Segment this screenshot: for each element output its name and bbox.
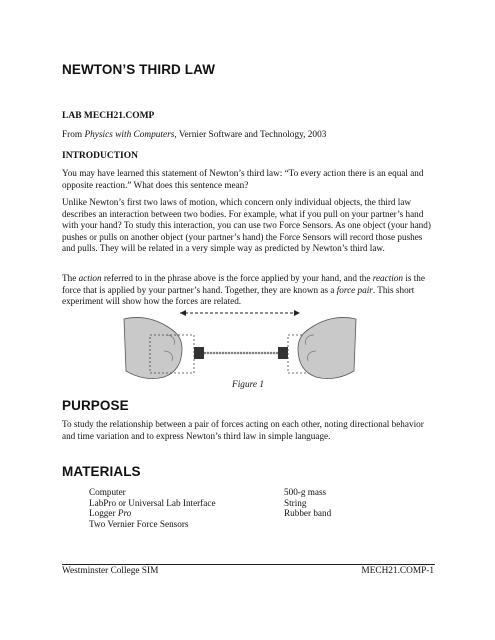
- materials-item: LabPro or Universal Lab Interface: [89, 497, 216, 508]
- materials-item-italic: Pro: [117, 508, 132, 519]
- materials-item: Computer: [89, 487, 126, 497]
- materials-item: 500-g mass: [284, 487, 327, 497]
- double-arrow-icon: [180, 310, 300, 316]
- purpose-text: To study the relationship between a pair of forces acting on each other, noting directional behavior and time variation and to express Newton’s third law in simple language.: [62, 419, 424, 441]
- materials-list-left: [89, 487, 216, 529]
- source-prefix: From: [62, 130, 85, 140]
- figure-1-illustration: [120, 305, 360, 383]
- footer-page-number: MECH21.COMP-1: [361, 566, 434, 576]
- materials-item: String: [284, 497, 307, 508]
- materials-heading: MATERIALS: [62, 464, 141, 479]
- materials-list-right: [284, 487, 331, 519]
- lab-id: LAB MECH21.COMP: [62, 111, 155, 121]
- intro-paragraph-1: You may have learned this statement of Newton’s third law: “To every action there is an equal and opposite reaction.” What does this sentence mean?: [62, 168, 424, 190]
- p3-text-a: The: [62, 273, 79, 283]
- source-book: Physics with Computers: [84, 130, 175, 140]
- p3-text-c: is the force that is applied by your partner’s hand. Together, they are known as a: [62, 273, 425, 295]
- p3-reaction: reaction: [372, 273, 404, 283]
- figure-caption: Figure 1: [232, 380, 264, 390]
- source-line: [62, 130, 326, 140]
- intro-paragraph-2: Unlike Newton’s first two laws of motion, which concern only individual objects, the third law describes an interaction between two bodies. For example, what if you pull on your partner’s hand with your hand? To study this interaction, you can use two Force Sensors. As one object (your hand) pushes or pulls on another object (your partner’s hand) the Force Sensors will record those pushes and pulls. They will be related in a very simple way as predicted by Newton’s third law.: [62, 197, 431, 254]
- footer-institution: Westminster College SIM: [62, 566, 159, 576]
- p3-force-pair: force pair: [336, 284, 373, 295]
- introduction-heading: INTRODUCTION: [62, 151, 139, 161]
- p3-action: action: [78, 273, 102, 283]
- source-suffix: , Vernier Software and Technology, 2003: [174, 130, 327, 140]
- right-hand-icon: [298, 317, 356, 378]
- materials-item: Rubber band: [284, 508, 332, 519]
- materials-item-text: Logger: [89, 508, 118, 519]
- footer-divider: [62, 564, 435, 565]
- page-title: NEWTON’S THIRD LAW: [62, 62, 216, 77]
- materials-item: [89, 508, 216, 519]
- p3-text-d: . This short experiment will show how the forces are related.: [62, 284, 415, 307]
- intro-paragraph-3: [62, 273, 434, 308]
- p3-text-b: referred to in the phrase above is the force applied by your hand, and the: [101, 273, 373, 283]
- purpose-heading: PURPOSE: [62, 398, 129, 413]
- materials-item: Two Vernier Force Sensors: [89, 518, 189, 529]
- left-hand-icon: [124, 317, 182, 378]
